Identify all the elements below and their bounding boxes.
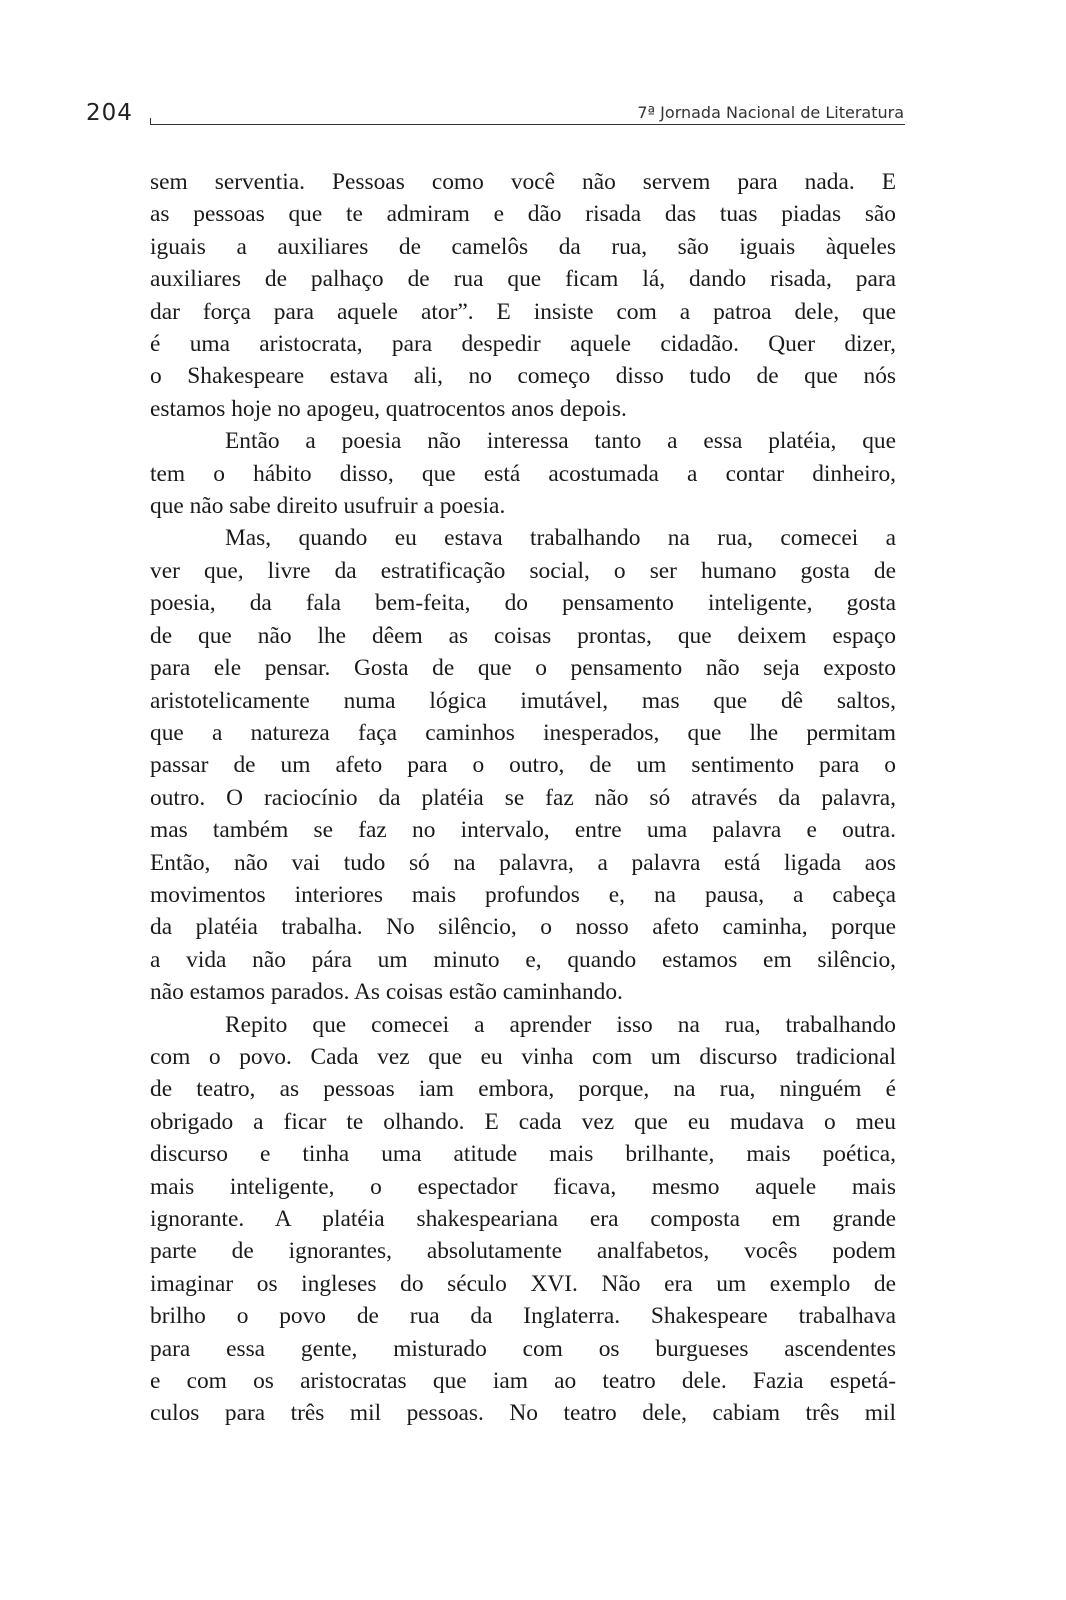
text-line: de teatro, as pessoas iam embora, porque, na rua, ninguém é <box>150 1076 896 1103</box>
text-line: não estamos parados. As coisas estão caminhando. <box>150 979 623 1006</box>
text-line: com o povo. Cada vez que eu vinha com um discurso tradicional <box>150 1043 896 1070</box>
body-text <box>150 166 896 1430</box>
header-rule <box>150 124 905 125</box>
paragraph <box>150 425 896 522</box>
text-line: obrigado a ficar te olhando. E cada vez que eu mudava o meu <box>150 1108 896 1135</box>
text-line: mais inteligente, o espectador ficava, mesmo aquele mais <box>150 1173 896 1200</box>
text-line: mas também se faz no intervalo, entre uma palavra e outra. <box>150 817 896 844</box>
text-line: parte de ignorantes, absolutamente analfabetos, vocês podem <box>150 1238 896 1265</box>
text-line: que não sabe direito usufruir a poesia. <box>150 493 506 520</box>
running-header: 7ª Jornada Nacional de Literatura <box>637 103 904 122</box>
page-number: 204 <box>86 100 133 126</box>
text-line: ignorante. A platéia shakespeariana era composta em grande <box>150 1206 896 1232</box>
text-line: tem o hábito disso, que está acostumada a contar dinheiro, <box>150 460 896 487</box>
text-line: que a natureza faça caminhos inesperados, que lhe permitam <box>150 719 896 746</box>
text-line: Repito que comecei a aprender isso na rua, trabalhando <box>225 1011 896 1038</box>
text-line: brilho o povo de rua da Inglaterra. Shakespeare trabalhava <box>150 1303 896 1330</box>
text-line: discurso e tinha uma atitude mais brilhante, mais poética, <box>150 1141 896 1168</box>
text-line: para ele pensar. Gosta de que o pensamento não seja exposto <box>150 655 896 682</box>
text-line: Então, não vai tudo só na palavra, a palavra está ligada aos <box>150 849 896 876</box>
paragraph <box>150 1009 896 1430</box>
text-line: sem serventia. Pessoas como você não servem para nada. E <box>150 169 896 195</box>
text-line: auxiliares de palhaço de rua que ficam lá, dando risada, para <box>150 266 896 293</box>
text-line: Então a poesia não interessa tanto a essa platéia, que <box>225 428 896 455</box>
text-line: imaginar os ingleses do século XVI. Não era um exemplo de <box>150 1270 896 1297</box>
text-line: a vida não pára um minuto e, quando estamos em silêncio, <box>150 946 896 973</box>
text-line: é uma aristocrata, para despedir aquele cidadão. Quer dizer, <box>150 331 896 358</box>
text-line: Mas, quando eu estava trabalhando na rua, comecei a <box>225 525 896 552</box>
text-line: para essa gente, misturado com os burgueses ascendentes <box>150 1335 896 1362</box>
text-line: movimentos interiores mais profundos e, na pausa, a cabeça <box>150 881 896 908</box>
paragraph <box>150 166 896 425</box>
text-line: ver que, livre da estratificação social, o ser humano gosta de <box>150 557 896 584</box>
text-line: as pessoas que te admiram e dão risada das tuas piadas são <box>150 201 896 228</box>
text-line: e com os aristocratas que iam ao teatro dele. Fazia espetá- <box>150 1368 896 1395</box>
text-line: de que não lhe dêem as coisas prontas, que deixem espaço <box>150 622 896 649</box>
text-line: culos para três mil pessoas. No teatro dele, cabiam três mil <box>150 1400 896 1427</box>
text-line: aristotelicamente numa lógica imutável, mas que dê saltos, <box>150 687 896 714</box>
text-line: outro. O raciocínio da platéia se faz não só através da palavra, <box>150 784 896 811</box>
text-line: passar de um afeto para o outro, de um sentimento para o <box>150 752 896 779</box>
text-line: o Shakespeare estava ali, no começo disso tudo de que nós <box>150 363 896 390</box>
paragraph <box>150 522 896 1008</box>
text-line: poesia, da fala bem-feita, do pensamento inteligente, gosta <box>150 590 896 617</box>
text-line: iguais a auxiliares de camelôs da rua, são iguais àqueles <box>150 233 896 260</box>
text-line: dar força para aquele ator”. E insiste com a patroa dele, que <box>150 298 896 325</box>
text-line: estamos hoje no apogeu, quatrocentos anos depois. <box>150 395 627 422</box>
text-line: da platéia trabalha. No silêncio, o nosso afeto caminha, porque <box>150 914 896 941</box>
